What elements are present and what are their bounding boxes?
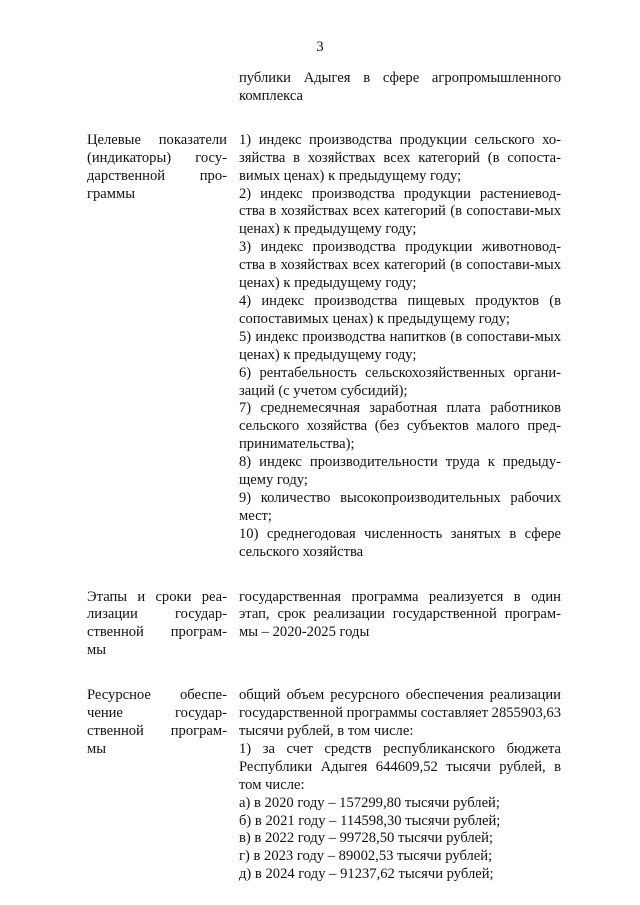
indicators-content <box>239 132 561 562</box>
label-line: ственной програм- <box>87 624 227 641</box>
indicators-row <box>87 132 561 562</box>
indicator-item: 1) индекс производства продукции сельского хо-зяйства в хозяйствах всех категорий (в сопоста-вимых ценах) к предыдущему году; <box>239 131 561 184</box>
label-line: Ресурсное обеспе- <box>87 687 227 704</box>
stages-row <box>87 589 561 661</box>
label-line: Этапы и сроки реа- <box>87 588 227 605</box>
resource-item: д) в 2024 году – 91237,62 тысячи рублей; <box>239 866 494 883</box>
resources-content <box>239 687 561 884</box>
indicator-item: 5) индекс производства напитков (в сопостави-мых ценах) к предыдущему году; <box>239 328 561 363</box>
resource-item: б) в 2021 году – 114598,30 тысячи рублей; <box>239 812 501 829</box>
resources-row <box>87 687 561 884</box>
page-number: 3 <box>316 39 324 55</box>
intro-line: публики Адыгея в сфере агропромышленного <box>239 70 561 86</box>
indicator-item: 4) индекс производства пищевых продуктов (в сопоставимых ценах) к предыдущему году; <box>239 292 561 327</box>
indicator-item: 3) индекс производства продукции животновод-ства в хозяйствах всех категорий (в сопостави-мых ценах) к предыдущему году; <box>239 239 561 292</box>
indicator-item: 8) индекс производительности труда к предыду-щему году; <box>239 454 561 489</box>
label-line: Целевые показатели <box>87 131 227 148</box>
label-line: дарственной про- <box>87 167 227 184</box>
resource-item: в) в 2022 году – 99728,50 тысячи рублей; <box>239 830 494 847</box>
indicator-item: 6) рентабельность сельскохозяйственных органи-заций (с учетом субсидий); <box>239 364 561 399</box>
label-line: мы <box>87 642 107 659</box>
resource-item: г) в 2023 году – 89002,53 тысячи рублей; <box>239 848 493 865</box>
stages-text: государственная программа реализуется в один этап, срок реализации государственной програм-мы – 2020-2025 годы <box>239 588 561 641</box>
indicator-item: 10) среднегодовая численность занятых в сфере сельского хозяйства <box>239 525 561 560</box>
resources-label <box>87 687 227 759</box>
label-line: граммы <box>87 185 136 202</box>
intro-continuation <box>239 70 561 106</box>
indicator-item: 2) индекс производства продукции растениевод-ства в хозяйствах всех категорий (в сопостави-мых ценах) к предыдущему году; <box>239 185 561 238</box>
indicator-item: 9) количество высокопроизводительных рабочих мест; <box>239 489 561 524</box>
resource-item: 1) за счет средств республиканского бюджета Республики Адыгея 644609,52 тысячи рублей, в том числе: <box>239 740 561 793</box>
label-line: ственной програм- <box>87 723 227 739</box>
stages-label <box>87 589 227 661</box>
resource-item: общий объем ресурсного обеспечения реализации государственной программы составляет 2855903,63 тысячи рублей, в том числе: <box>239 687 561 739</box>
stages-content <box>239 589 561 643</box>
label-line: лизации государ- <box>87 606 227 623</box>
resource-item: а) в 2020 году – 157299,80 тысячи рублей; <box>239 794 500 811</box>
label-line: мы <box>87 740 107 757</box>
program-passport <box>87 70 561 884</box>
indicators-label <box>87 132 227 204</box>
label-line: (индикаторы) госу- <box>87 149 227 166</box>
indicator-item: 7) среднемесячная заработная плата работников сельского хозяйства (без субъектов малого пред-принимательства); <box>239 400 561 453</box>
intro-line: комплекса <box>239 87 304 104</box>
label-line: чение государ- <box>87 705 227 722</box>
